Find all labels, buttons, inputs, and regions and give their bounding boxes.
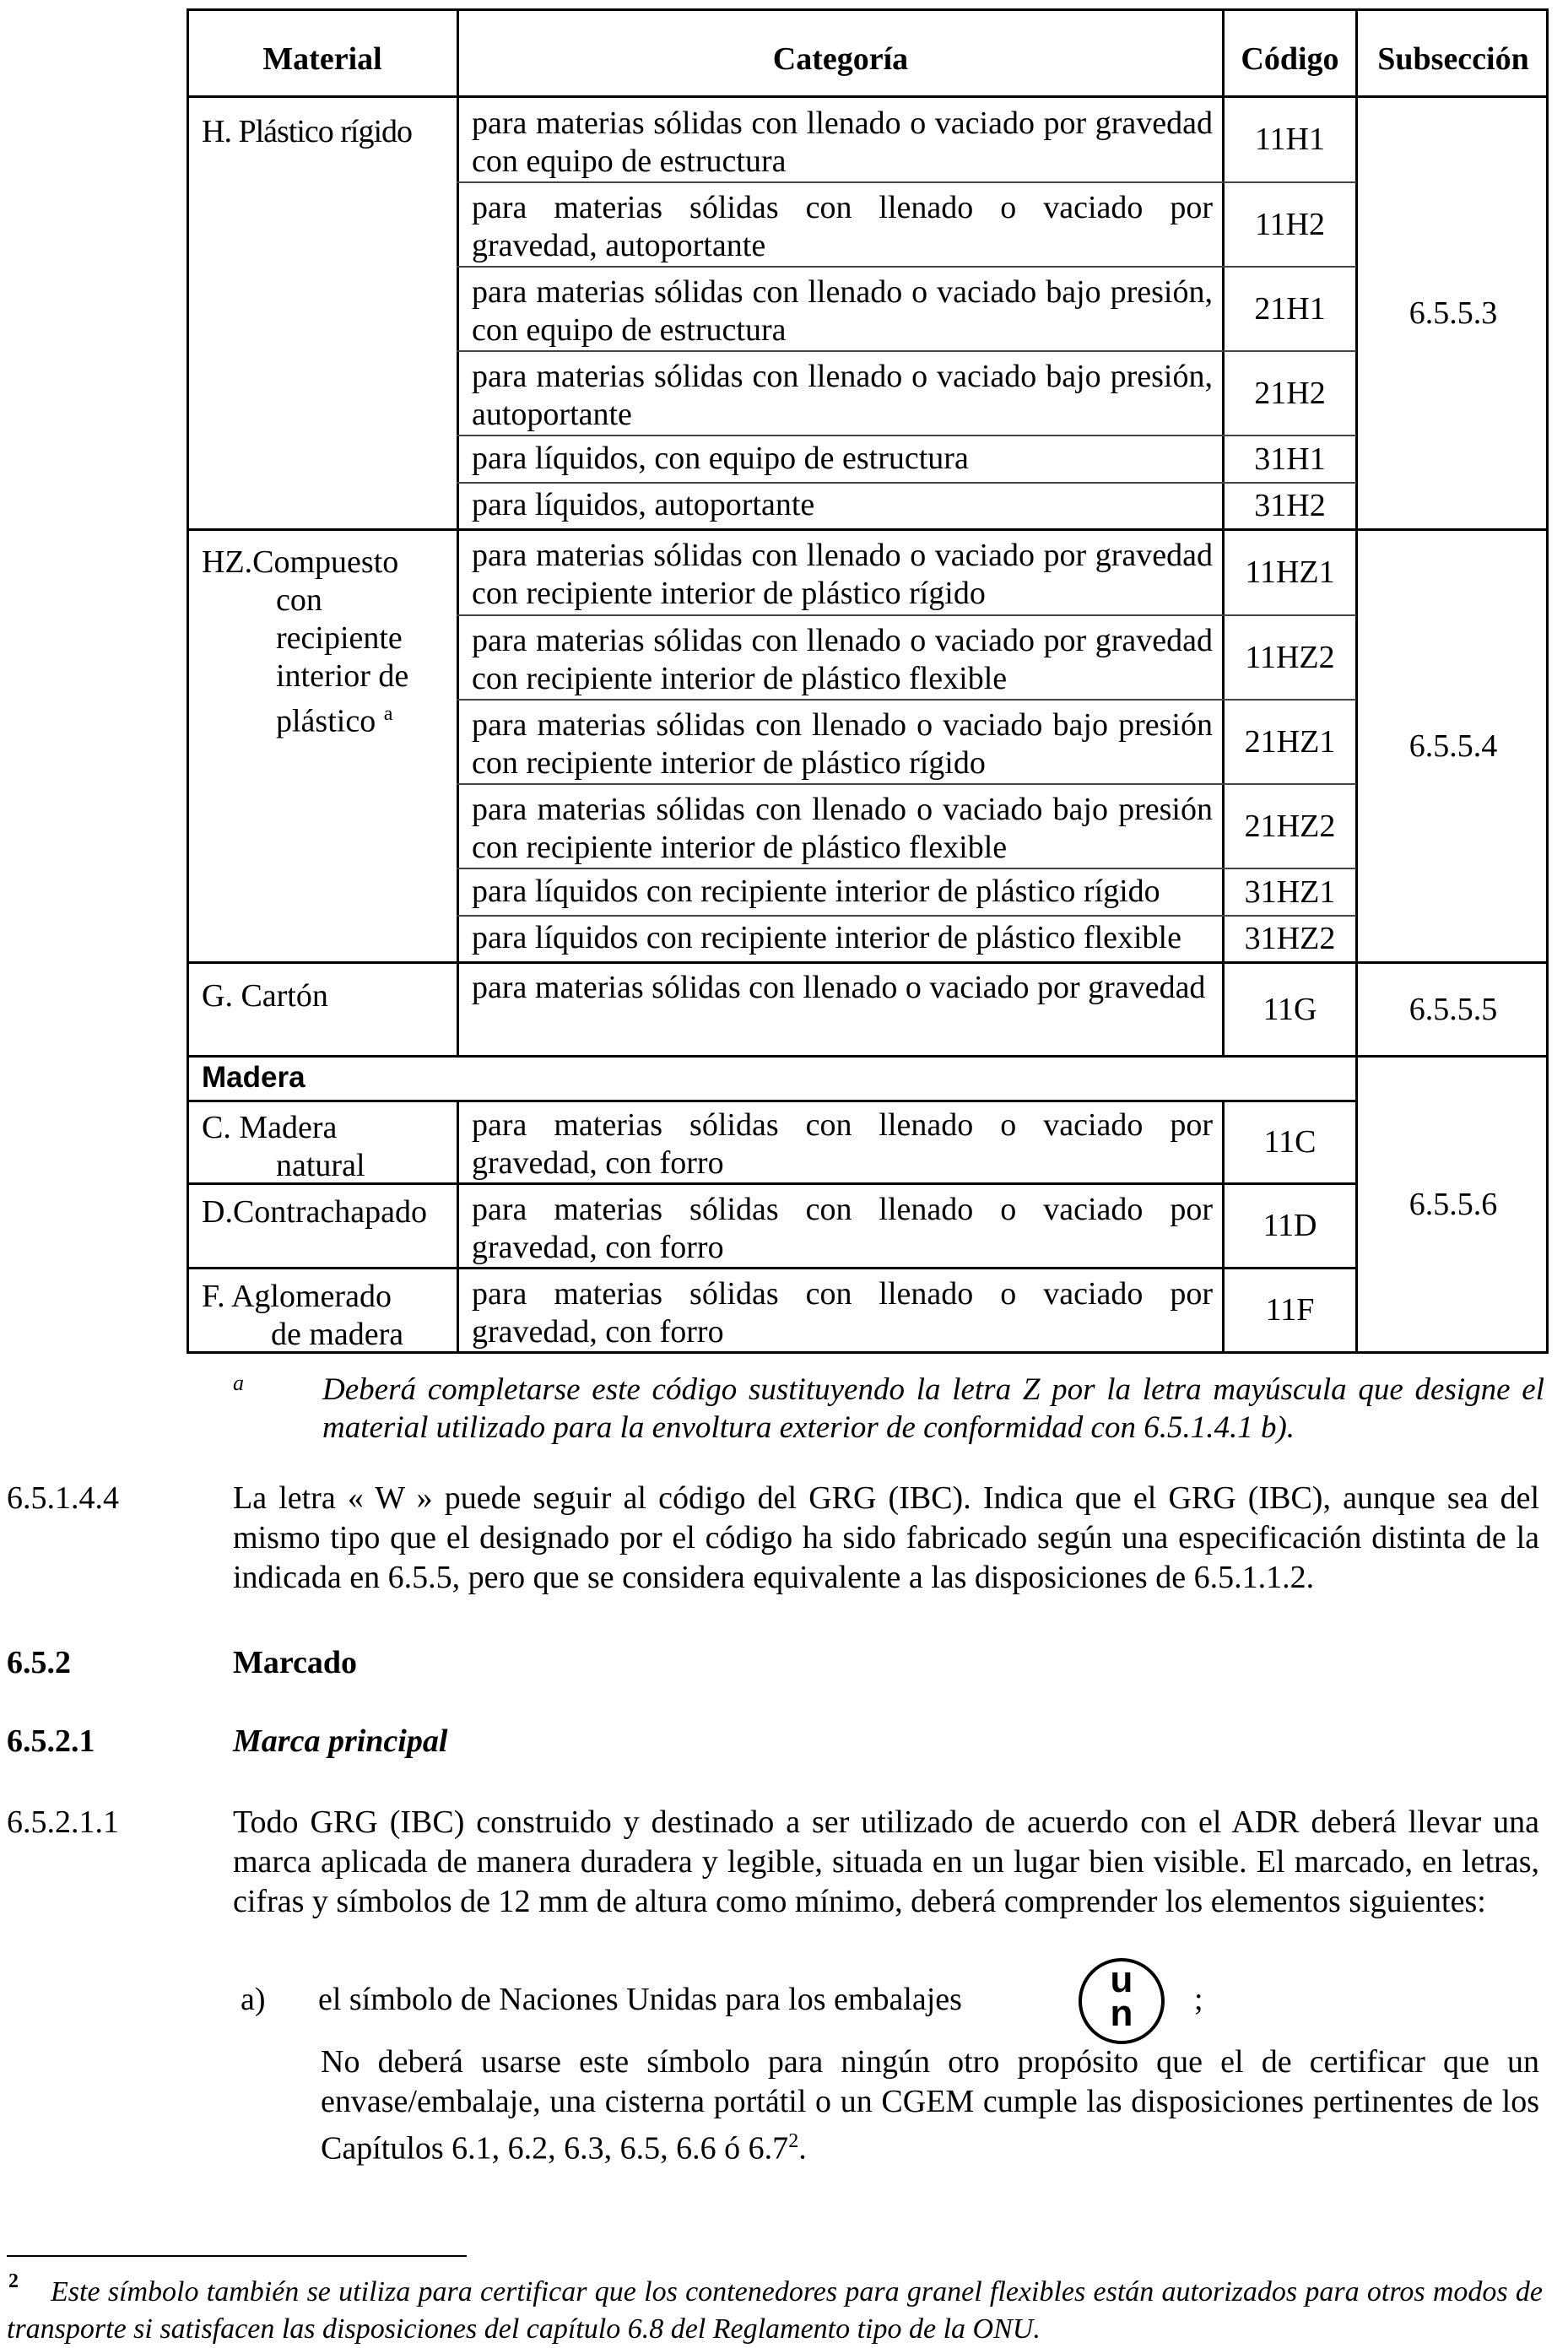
row-11H1-categoria: para materias sólidas con llenado o vaciado por gravedad con equipo de estructura — [472, 105, 1213, 179]
item-a-text: el símbolo de Naciones Unidas para los embalajes — [318, 1982, 962, 2017]
material-plastico-rigido: H. Plástico rígido — [202, 114, 413, 149]
subsection-6-5-5-3: 6.5.5.3 — [1408, 295, 1498, 331]
row-31H1-categoria: para líquidos, con equipo de estructura — [472, 441, 969, 476]
row-11G-categoria: para materias sólidas con llenado o vaciado por gravedad — [472, 970, 1206, 1005]
section-number-6-5-1-4-4: 6.5.1.4.4 — [7, 1480, 119, 1516]
subsection-6-5-5-6: 6.5.5.6 — [1408, 1186, 1498, 1222]
row-21H2-codigo: 21H2 — [1254, 375, 1326, 411]
row-11C-codigo: 11C — [1263, 1124, 1317, 1160]
section-number-6-5-2-1: 6.5.2.1 — [7, 1723, 95, 1759]
subsection-6-5-5-5: 6.5.5.5 — [1408, 991, 1498, 1027]
material-compuesto-line-4: interior de — [276, 658, 409, 694]
row-31HZ2-codigo: 31HZ2 — [1244, 921, 1336, 956]
footnote-text: Este símbolo también se utiliza para certificar que los contenedores para granel flexibles están autorizados para otros modos de transporte si satisfacen las disposiciones del capítulo 6.8 del Reglamento tipo de la ONU. — [7, 2276, 1543, 2345]
row-31H2-codigo: 31H2 — [1254, 488, 1326, 523]
row-31H1-codigo: 31H1 — [1254, 441, 1326, 477]
subsection-6-5-5-4: 6.5.5.4 — [1408, 728, 1498, 764]
header-categoria: Categoría — [772, 41, 909, 77]
footnote-separator — [7, 2255, 467, 2257]
row-11HZ2-categoria: para materias sólidas con llenado o vaciado por gravedad con recipiente interior de plástico flexible — [472, 623, 1213, 696]
row-31H2-categoria: para líquidos, autoportante — [472, 487, 815, 522]
row-11HZ1-categoria: para materias sólidas con llenado o vaciado por gravedad con recipiente interior de plástico rígido — [472, 538, 1213, 611]
row-21H2-categoria: para materias sólidas con llenado o vaciado bajo presión, autoportante — [472, 359, 1213, 432]
row-21HZ1-categoria: para materias sólidas con llenado o vaciado bajo presión con recipiente interior de plástico rígido — [472, 707, 1213, 781]
section-title-marcado: Marcado — [233, 1645, 358, 1680]
row-11G-codigo: 11G — [1263, 991, 1317, 1027]
section-title-marca-principal: Marca principal — [233, 1723, 448, 1759]
footnote-ref-2: 2 — [788, 2130, 799, 2152]
material-madera-natural: C. Madera natural — [202, 1110, 365, 1183]
header-codigo: Código — [1241, 41, 1339, 77]
header-subseccion: Subsección — [1377, 41, 1529, 77]
row-11F-codigo: 11F — [1265, 1292, 1315, 1328]
row-11C-categoria: para materias sólidas con llenado o vaciado por gravedad, con forro — [472, 1107, 1213, 1181]
row-21HZ2-categoria: para materias sólidas con llenado o vaciado bajo presión con recipiente interior de plástico flexible — [472, 792, 1213, 865]
footnote-number: 2 — [8, 2270, 19, 2292]
row-21H1-categoria: para materias sólidas con llenado o vaciado bajo presión, con equipo de estructura — [472, 274, 1213, 348]
row-11D-codigo: 11D — [1263, 1208, 1317, 1243]
material-contrachapado: D.Contrachapado — [202, 1194, 427, 1230]
material-compuesto — [202, 544, 455, 741]
row-21HZ2-codigo: 21HZ2 — [1244, 808, 1336, 844]
un-symbol-u: u — [1110, 1959, 1133, 2000]
row-11H2-codigo: 11H2 — [1254, 206, 1326, 242]
section-text-6-5-1-4-4: La letra « W » puede seguir al código del GRG (IBC). Indica que el GRG (IBC), aunque sea del mismo tipo que el designado por el código ha sido fabricado según una especificación distinta de la indicada en 6.5.5, pero que se considera equivalente a las disposiciones de 6.5.1.1.2. — [233, 1480, 1539, 1595]
material-compuesto-line-2: con — [276, 582, 322, 618]
header-material: Material — [262, 41, 382, 77]
section-number-6-5-2: 6.5.2 — [7, 1645, 71, 1680]
row-31HZ1-categoria: para líquidos con recipiente interior de plástico rígido — [472, 874, 1160, 909]
material-compuesto-line-5: plástico $^a$ — [276, 703, 393, 739]
row-11HZ1-codigo: 11HZ1 — [1245, 555, 1335, 590]
un-packaging-symbol — [1079, 1958, 1165, 2044]
material-compuesto-line-3: recipiente — [276, 620, 403, 656]
un-symbol-n: n — [1110, 1993, 1133, 2034]
item-a-label: a) — [241, 1982, 266, 2017]
material-aglomerado: F. Aglomerado de madera — [202, 1279, 404, 1352]
item-a-semicolon: ; — [1194, 1982, 1203, 2017]
table-note-text: Deberá completarse este código sustituyendo la letra Z por la letra mayúscula que designe el material utilizado para la envoltura exterior de conformidad con 6.5.1.4.1 b). — [322, 1372, 1544, 1445]
row-11H1-codigo: 11H1 — [1254, 122, 1326, 157]
material-carton: G. Cartón — [202, 978, 328, 1014]
section-number-6-5-2-1-1: 6.5.2.1.1 — [7, 1804, 119, 1840]
item-a-note: No deberá usarse este símbolo para ningún otro propósito que el de certificar que un envase/embalaje, una cisterna portátil o un CGEM cumple las disposiciones pertinentes de los Capítulos 6.1, 6.2, 6.3, 6.5, 6.6 ó $6.7^2$. — [321, 2044, 1539, 2167]
row-11HZ2-codigo: 11HZ2 — [1245, 639, 1335, 675]
table-note-marker-below: a — [233, 1371, 244, 1395]
row-11D-categoria: para materias sólidas con llenado o vaciado por gravedad, con forro — [472, 1192, 1213, 1265]
table-note-marker: a — [383, 703, 393, 725]
row-11F-categoria: para materias sólidas con llenado o vaciado por gravedad, con forro — [472, 1276, 1213, 1350]
material-madera-heading: Madera — [202, 1061, 305, 1094]
row-21H1-codigo: 21H1 — [1254, 290, 1326, 327]
row-21HZ1-codigo: 21HZ1 — [1244, 723, 1336, 760]
row-31HZ2-categoria: para líquidos con recipiente interior de plástico flexible — [472, 920, 1181, 955]
row-31HZ1-codigo: 31HZ1 — [1244, 874, 1336, 910]
section-text-6-5-2-1-1: Todo GRG (IBC) construido y destinado a ser utilizado de acuerdo con el ADR deberá llevar una marca aplicada de manera duradera y legible, situada en un lugar bien visible. El marcado, en letras, cifras y símbolos de 12 mm de altura como mínimo, deberá comprender los elementos siguientes: — [233, 1804, 1539, 1919]
ibc-codes-table — [187, 8, 1549, 1354]
material-compuesto-line-1: HZ.Compuesto — [202, 544, 399, 580]
row-11H2-categoria: para materias sólidas con llenado o vaciado por gravedad, autoportante — [472, 190, 1213, 263]
